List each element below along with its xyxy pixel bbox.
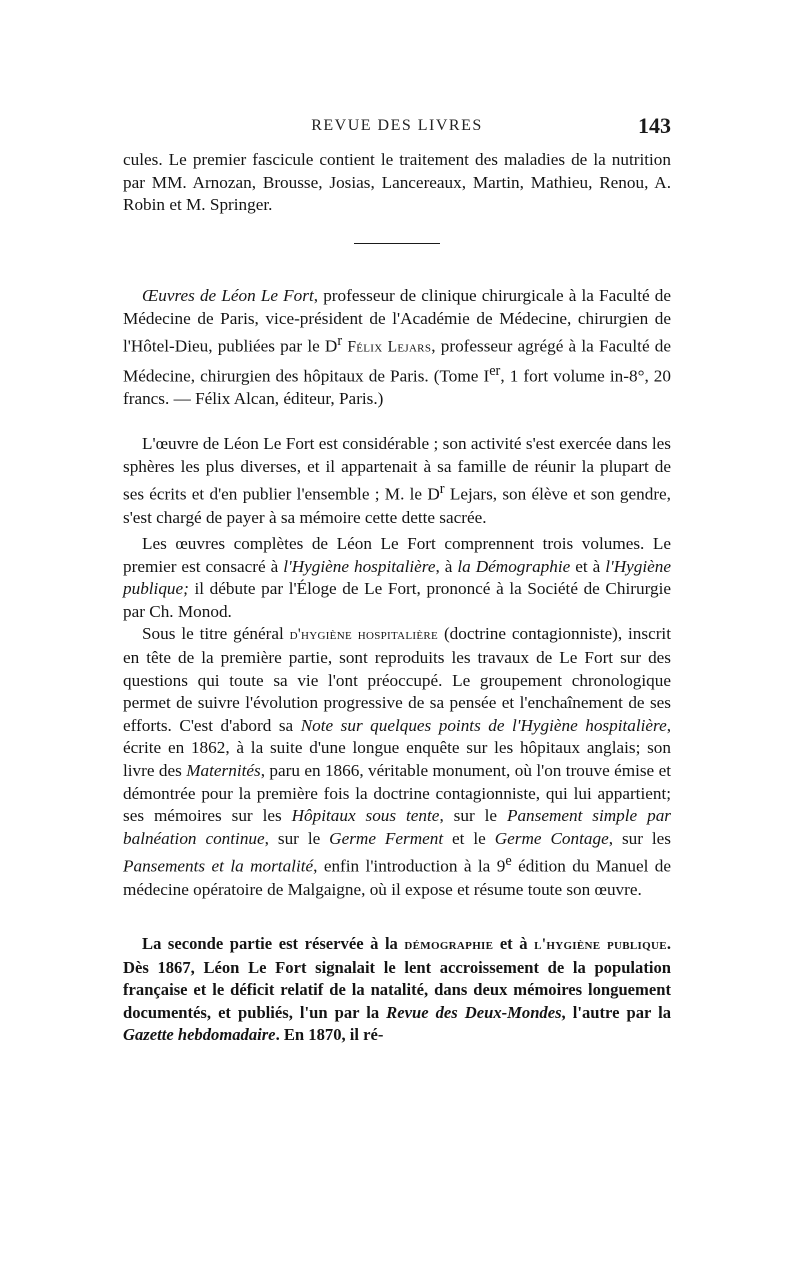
notice-paragraph: Œuvres de Léon Le Fort, professeur de clinique chirurgicale à la Faculté de Médecine de Paris, vice-président de l'Académie de Médecine, chirurgien de l'Hôtel-Dieu, publiées par le $D^r$ Félix Lejars, professeur agrégé à la Faculté de Médecine, chirurgien des hôpitaux de Paris. (Tome Ier, 1 fort volume in-8°, 20 francs. — Félix Alcan, éditeur, Paris.) [123,286,671,408]
body-paragraph-3: Sous le titre général d'hygiène hospitalière (doctrine contagionniste), inscrit en tête de la première partie, sont reproduits les travaux de Le Fort sur des questions qui toute sa vie l'ont préoccupé. Le groupement chronologique permet de suivre l'évolution progressive de sa pensée et l'enchaînement de ses efforts. C'est d'abord sa Note sur quelques points de l'Hygiène hospitalière, écrite en 1862, à la suite d'une longue enquête sur les hôpitaux anglais; son livre des Maternités, paru en 1866, véritable monument, où l'on trouve émise et démontrée pour la première fois la doctrine contagionniste, qui lui appartient; ses mémoires sur les Hôpitaux sous tente, sur le Pansement simple par balnéation continue, sur le Germe Ferment et le Germe Contage, sur les Pansements et la mortalité, enfin l'introduction à la 9e édition du Manuel de médecine opératoire de Malgaigne, où il expose et résume toute son œuvre. [123,624,671,899]
notice-author: Félix Lejars [347,338,432,356]
review-body [123,433,671,901]
notice-title: Œuvres de Léon Le Fort [142,286,314,305]
second-part-section [123,933,671,1047]
intro-text: cules. Le premier fascicule contient le traitement des maladies de la nutrition par MM. Arnozan, Brousse, Josias, Lancereaux, Martin, Mathieu, Renou, A. Robin et M. Springer. [123,150,671,215]
book-notice [123,285,671,410]
body-paragraph-1: L'œuvre de Léon Le Fort est considérable ; son activité s'est exercée dans les sphères les plus diverses, et il appartenait à sa famille de réunir la plupart de ses écrits et d'en publier l'ensemble ; M. le $D^r$ Lejars, son élève et son gendre, s'est chargé de payer à sa mémoire cette dette sacrée. [123,434,671,527]
running-title: REVUE DES LIVRES [311,117,483,134]
body-paragraph-4: La seconde partie est réservée à la démographie et à l'hygiène publique. Dès 1867, Léon Le Fort signalait le lent accroissement de la population française et le déficit relatif de la natalité, dans deux mémoires longuement documentés, et publiés, l'un par la Revue des Deux-Mondes, l'autre par la Gazette hebdomadaire. En 1870, il ré- [123,934,671,1045]
page-number: 143 [638,113,671,138]
section-divider [354,243,440,244]
body-paragraph-2: Les œuvres complètes de Léon Le Fort comprennent trois volumes. Le premier est consacré à l'Hygiène hospitalière, à la Démographie et à l'Hygiène publique; il débute par l'Éloge de Le Fort, prononcé à la Société de Chirurgie par Ch. Monod. [123,534,671,621]
intro-paragraph [123,149,671,217]
page-header [123,113,671,141]
